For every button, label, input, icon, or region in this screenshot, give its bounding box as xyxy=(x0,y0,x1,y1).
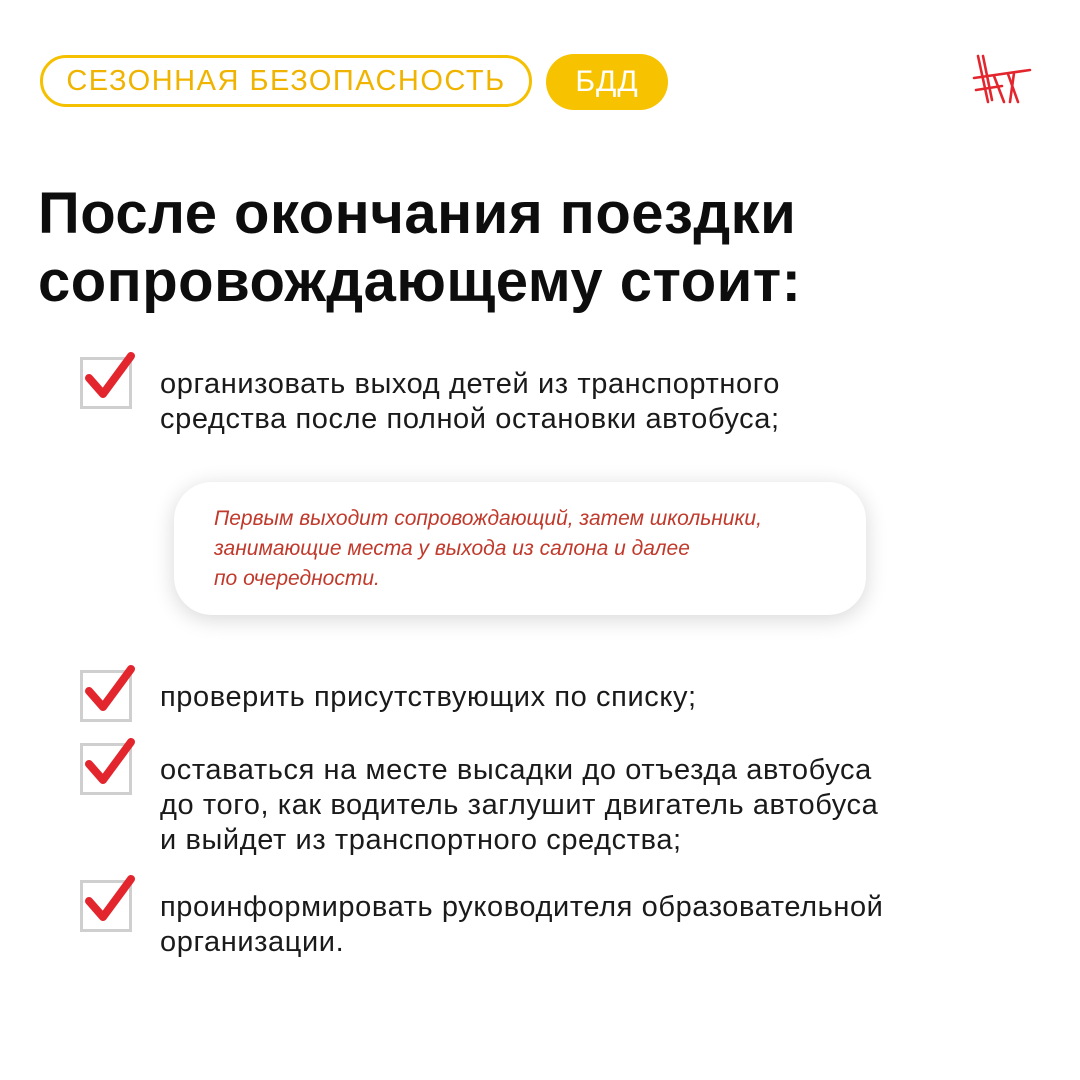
checklist-item-text xyxy=(160,890,1020,960)
note-line: занимающие места у выхода из салона и далее xyxy=(214,537,690,560)
category-tag: СЕЗОННАЯ БЕЗОПАСНОСТЬ xyxy=(40,55,532,107)
item-line: оставаться на месте высадки до отъезда автобуса xyxy=(160,754,872,786)
checklist-item-text xyxy=(160,680,1020,715)
title-line: После окончания поездки xyxy=(38,181,797,246)
stylized-chair-logo-icon xyxy=(970,52,1032,104)
checkbox-checked-icon xyxy=(80,743,132,795)
page-title xyxy=(38,180,1038,316)
item-line: организации. xyxy=(160,926,345,958)
item-line: до того, как водитель заглушит двигатель автобуса xyxy=(160,789,879,821)
checkbox-checked-icon xyxy=(80,880,132,932)
checklist-item-text xyxy=(160,367,1020,437)
item-line: средства после полной остановки автобуса; xyxy=(160,403,780,435)
note-line: Первым выходит сопровождающий, затем школьники, xyxy=(214,507,762,530)
topic-tag: БДД xyxy=(546,54,668,110)
note-card xyxy=(174,482,866,615)
note-line: по очередности. xyxy=(214,567,380,590)
checklist-item-text xyxy=(160,753,1020,858)
item-line: организовать выход детей из транспортного xyxy=(160,368,781,400)
checkbox-checked-icon xyxy=(80,670,132,722)
item-line: проверить присутствующих по списку; xyxy=(160,681,697,713)
item-line: проинформировать руководителя образовательной xyxy=(160,891,884,923)
note-text xyxy=(214,504,854,594)
title-line: сопровождающему стоит: xyxy=(38,249,802,314)
checkbox-checked-icon xyxy=(80,357,132,409)
item-line: и выйдет из транспортного средства; xyxy=(160,824,682,856)
